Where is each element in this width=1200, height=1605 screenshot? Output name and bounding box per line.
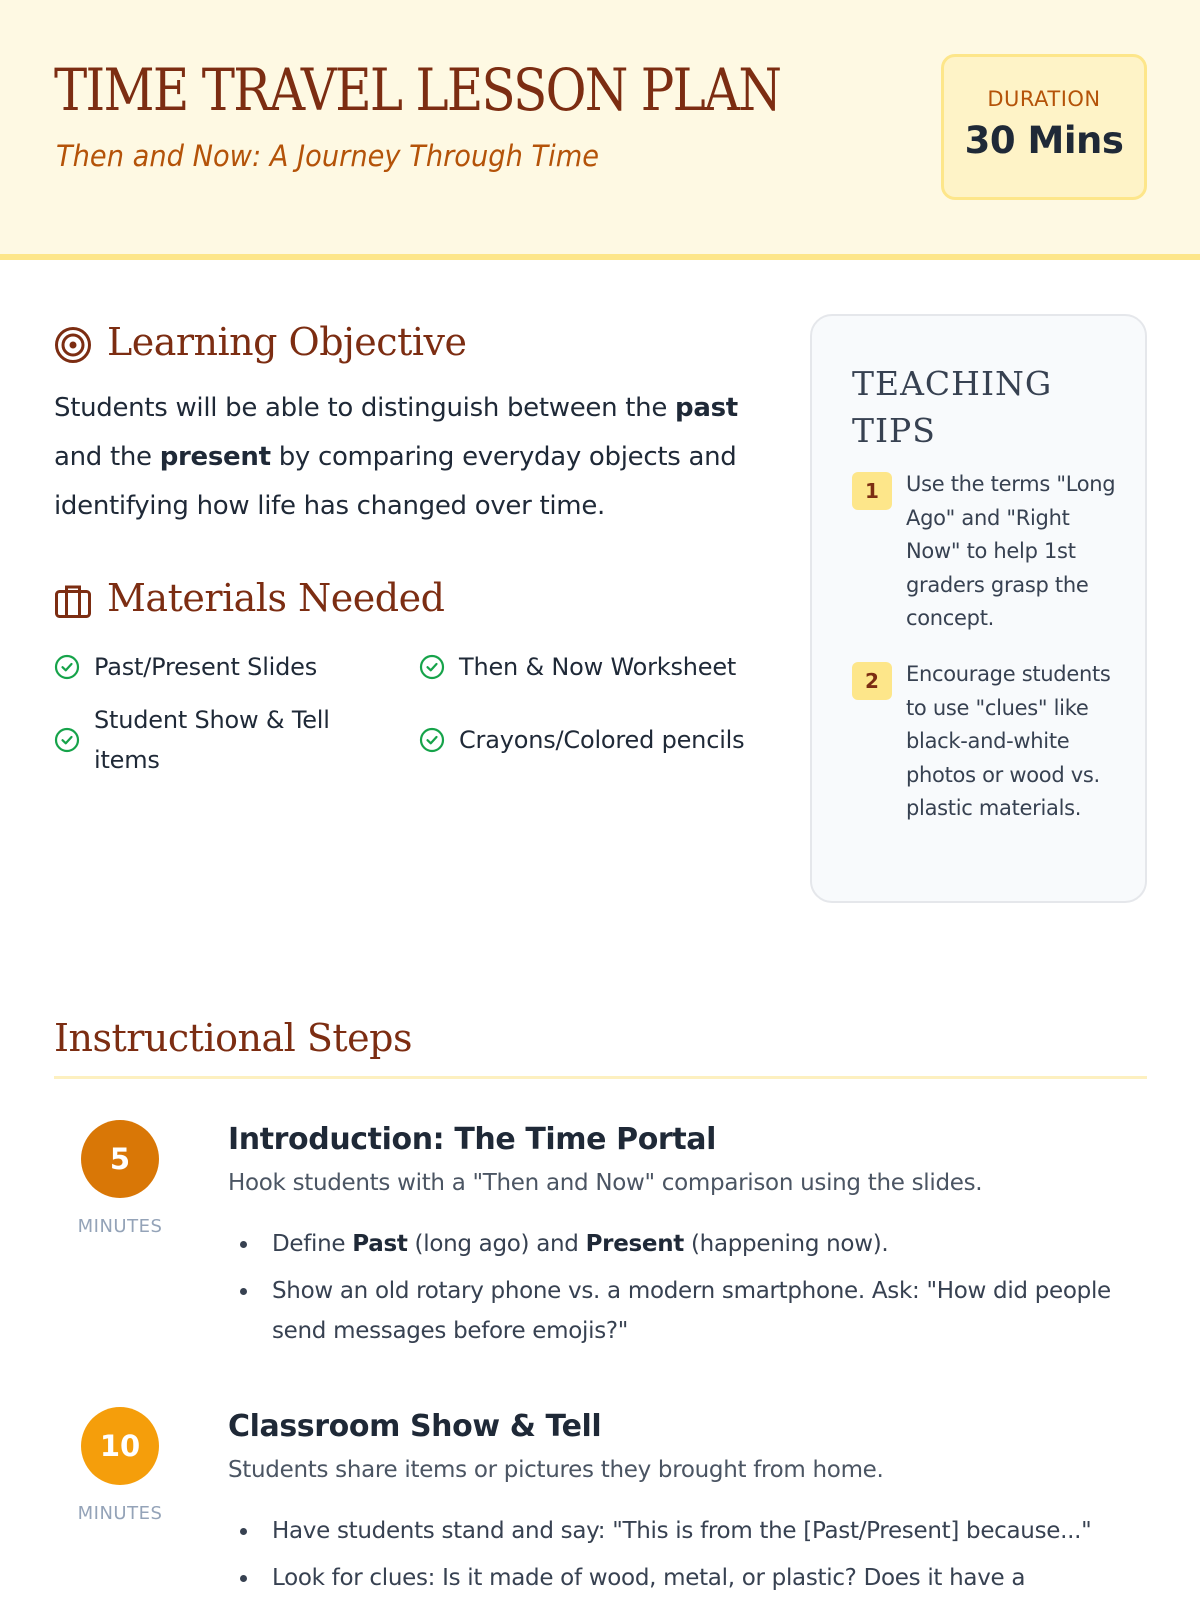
briefcase-icon	[54, 582, 92, 620]
step-bullet: • Show an old rotary phone vs. a modern smartphone. Ask: "How did people send messages before emojis?"	[260, 1271, 1130, 1351]
step-item	[54, 1407, 1147, 1600]
step-minutes-unit: MINUTES	[77, 1503, 163, 1524]
objective-text-part: and the	[54, 442, 160, 472]
step-bullet	[260, 1224, 1130, 1264]
material-item	[419, 647, 784, 687]
tip-text: Encourage students to use "clues" like black-and-white photos or wood vs. plastic materials.	[906, 662, 1111, 820]
step-description: Hook students with a "Then and Now" comparison using the slides.	[228, 1170, 983, 1196]
check-circle-icon	[54, 654, 80, 680]
material-label: Student Show & Tell items	[94, 706, 330, 774]
tip-item	[852, 658, 1122, 858]
section-divider	[54, 1076, 1147, 1079]
step-title: Introduction: The Time Portal	[228, 1122, 716, 1157]
teaching-tips-card	[810, 314, 1147, 903]
tip-number-badge: 1	[852, 472, 892, 510]
page-title: TIME TRAVEL LESSON PLAN	[54, 56, 781, 124]
duration-badge	[941, 54, 1147, 200]
material-label: Past/Present Slides	[94, 653, 318, 681]
step-bullet: • Look for clues: Is it made of wood, metal, or plastic? Does it have a	[260, 1558, 1130, 1598]
objective-heading-text: Learning Objective	[107, 320, 467, 364]
material-label: Then & Now Worksheet	[459, 653, 737, 681]
tip-text: Use the terms "Long Ago" and "Right Now" to help 1st graders grasp the concept.	[906, 472, 1116, 630]
bullet-text: (long ago) and	[407, 1231, 586, 1257]
teaching-tips-title: TEACHING TIPS	[852, 364, 1053, 450]
duration-label: DURATION	[987, 87, 1101, 111]
step-title: Classroom Show & Tell	[228, 1409, 602, 1444]
material-item	[419, 720, 784, 760]
step-item	[54, 1120, 1147, 1360]
bullet-keyword-present: Present	[585, 1231, 684, 1257]
check-circle-icon	[54, 727, 80, 753]
page-subtitle: Then and Now: A Journey Through Time	[56, 139, 600, 173]
bullet-keyword-past: Past	[352, 1231, 408, 1257]
step-description: Students share items or pictures they brought from home.	[228, 1457, 884, 1483]
material-item	[54, 647, 384, 687]
bullet-text: Define	[272, 1231, 353, 1257]
check-circle-icon	[419, 727, 445, 753]
tip-item	[852, 468, 1122, 638]
page-header	[0, 0, 1200, 260]
objective-keyword-present: present	[159, 442, 271, 472]
target-icon	[54, 326, 92, 364]
step-minutes-badge: 5	[81, 1120, 159, 1198]
check-circle-icon	[419, 654, 445, 680]
step-minutes-unit: MINUTES	[77, 1216, 163, 1237]
tip-number-badge: 2	[852, 662, 892, 700]
step-bullets	[250, 1511, 1130, 1605]
bullet-text: (happening now).	[683, 1231, 889, 1257]
materials-heading-text: Materials Needed	[107, 576, 445, 620]
objective-text	[54, 384, 774, 531]
step-minutes-badge: 10	[81, 1407, 159, 1485]
objective-text-part: Students will be able to distinguish between the	[54, 393, 676, 423]
material-item	[54, 700, 384, 780]
objective-keyword-past: past	[675, 393, 738, 423]
step-bullets	[250, 1224, 1130, 1358]
instructional-steps-heading: Instructional Steps	[54, 1016, 412, 1060]
duration-value: 30 Mins	[964, 119, 1124, 162]
step-bullet: • Have students stand and say: "This is from the [Past/Present] because..."	[260, 1511, 1130, 1551]
objective-text-part: by comparing everyday objects and identifying how life has changed over time.	[54, 442, 737, 521]
material-label: Crayons/Colored pencils	[459, 726, 745, 754]
materials-list	[54, 640, 784, 790]
